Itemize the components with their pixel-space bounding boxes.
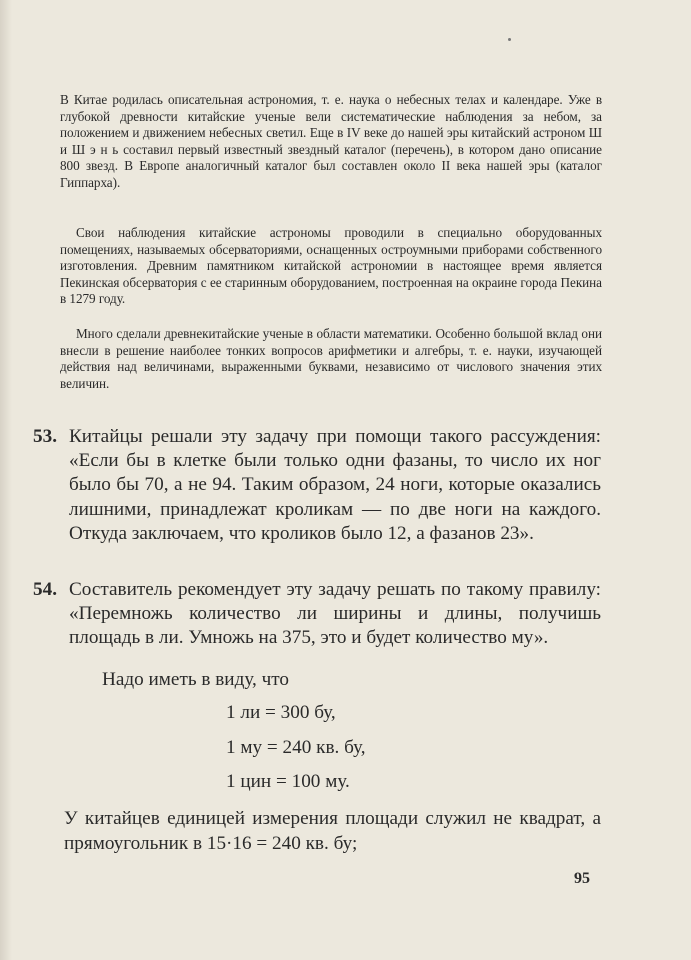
- equation-li: 1 ли = 300 бу,: [226, 702, 336, 723]
- problem-number: 53.: [33, 426, 57, 447]
- area-unit-paragraph: У китайцев единицей измерения площади служил не квадрат, а прямоугольник в 15·16 = 240 кв. бу;: [64, 808, 601, 854]
- problem-number: 54.: [33, 579, 57, 600]
- problem-text: Составитель рекомендует эту задачу решать по такому правилу: «Перемножь количество ли ширины и длины, получишь площадь в ли. Умножь на 375, это и будет количество му».: [69, 579, 601, 649]
- equation-mu: 1 му = 240 кв. бу,: [226, 737, 366, 758]
- paragraph-observatories: Свои наблюдения китайские астрономы проводили в специально оборудованных помещениях, называемых обсерваториями, оснащенных остроумными приборами собственного изготовления. Древним памятником китайской астрономии в настоящее время является Пекинская обсерватория с ее старинным оборудованием, построенная на окраине города Пекина в 1279 году.: [60, 225, 602, 306]
- page-number: 95: [574, 870, 590, 887]
- units-note: Надо иметь в виду, что: [102, 669, 289, 690]
- problem-53: [33, 425, 601, 546]
- paragraph-mathematics: Много сделали древнекитайские ученые в области математики. Особенно большой вклад они внесли в решение наиболее тонких вопросов арифметики и алгебры, т. е. науки, изучающей действия над величинами, выраженными буквами, независимо от числового значения этих величин.: [60, 326, 602, 391]
- equation-tsin: 1 цин = 100 му.: [226, 771, 350, 792]
- paper-speck: [508, 38, 511, 41]
- problem-54: [33, 578, 601, 651]
- paragraph-astronomy: В Китае родилась описательная астрономия, т. е. наука о небесных телах и календаре. Уже в глубокой древности китайские ученые вели систематические наблюдения за небом, за положением и движением небесных светил. Еще в IV веке до нашей эры китайский астроном Ш и Ш э н ь составил первый известный звездный каталог (перечень), в котором дано описание 800 звезд. В Европе аналогичный каталог был составлен около II века нашей эры (каталог Гиппарха).: [60, 92, 602, 190]
- page-binding-shadow: [0, 0, 12, 960]
- problem-text: Китайцы решали эту задачу при помощи такого рассуждения: «Если бы в клетке были только одни фазаны, то число их ног было бы 70, а не 94. Таким образом, 24 ноги, которые оказались лишними, принадлежат кроликам — по две ноги на каждого. Откуда заключаем, что кроликов было 12, а фазанов 23».: [69, 426, 601, 544]
